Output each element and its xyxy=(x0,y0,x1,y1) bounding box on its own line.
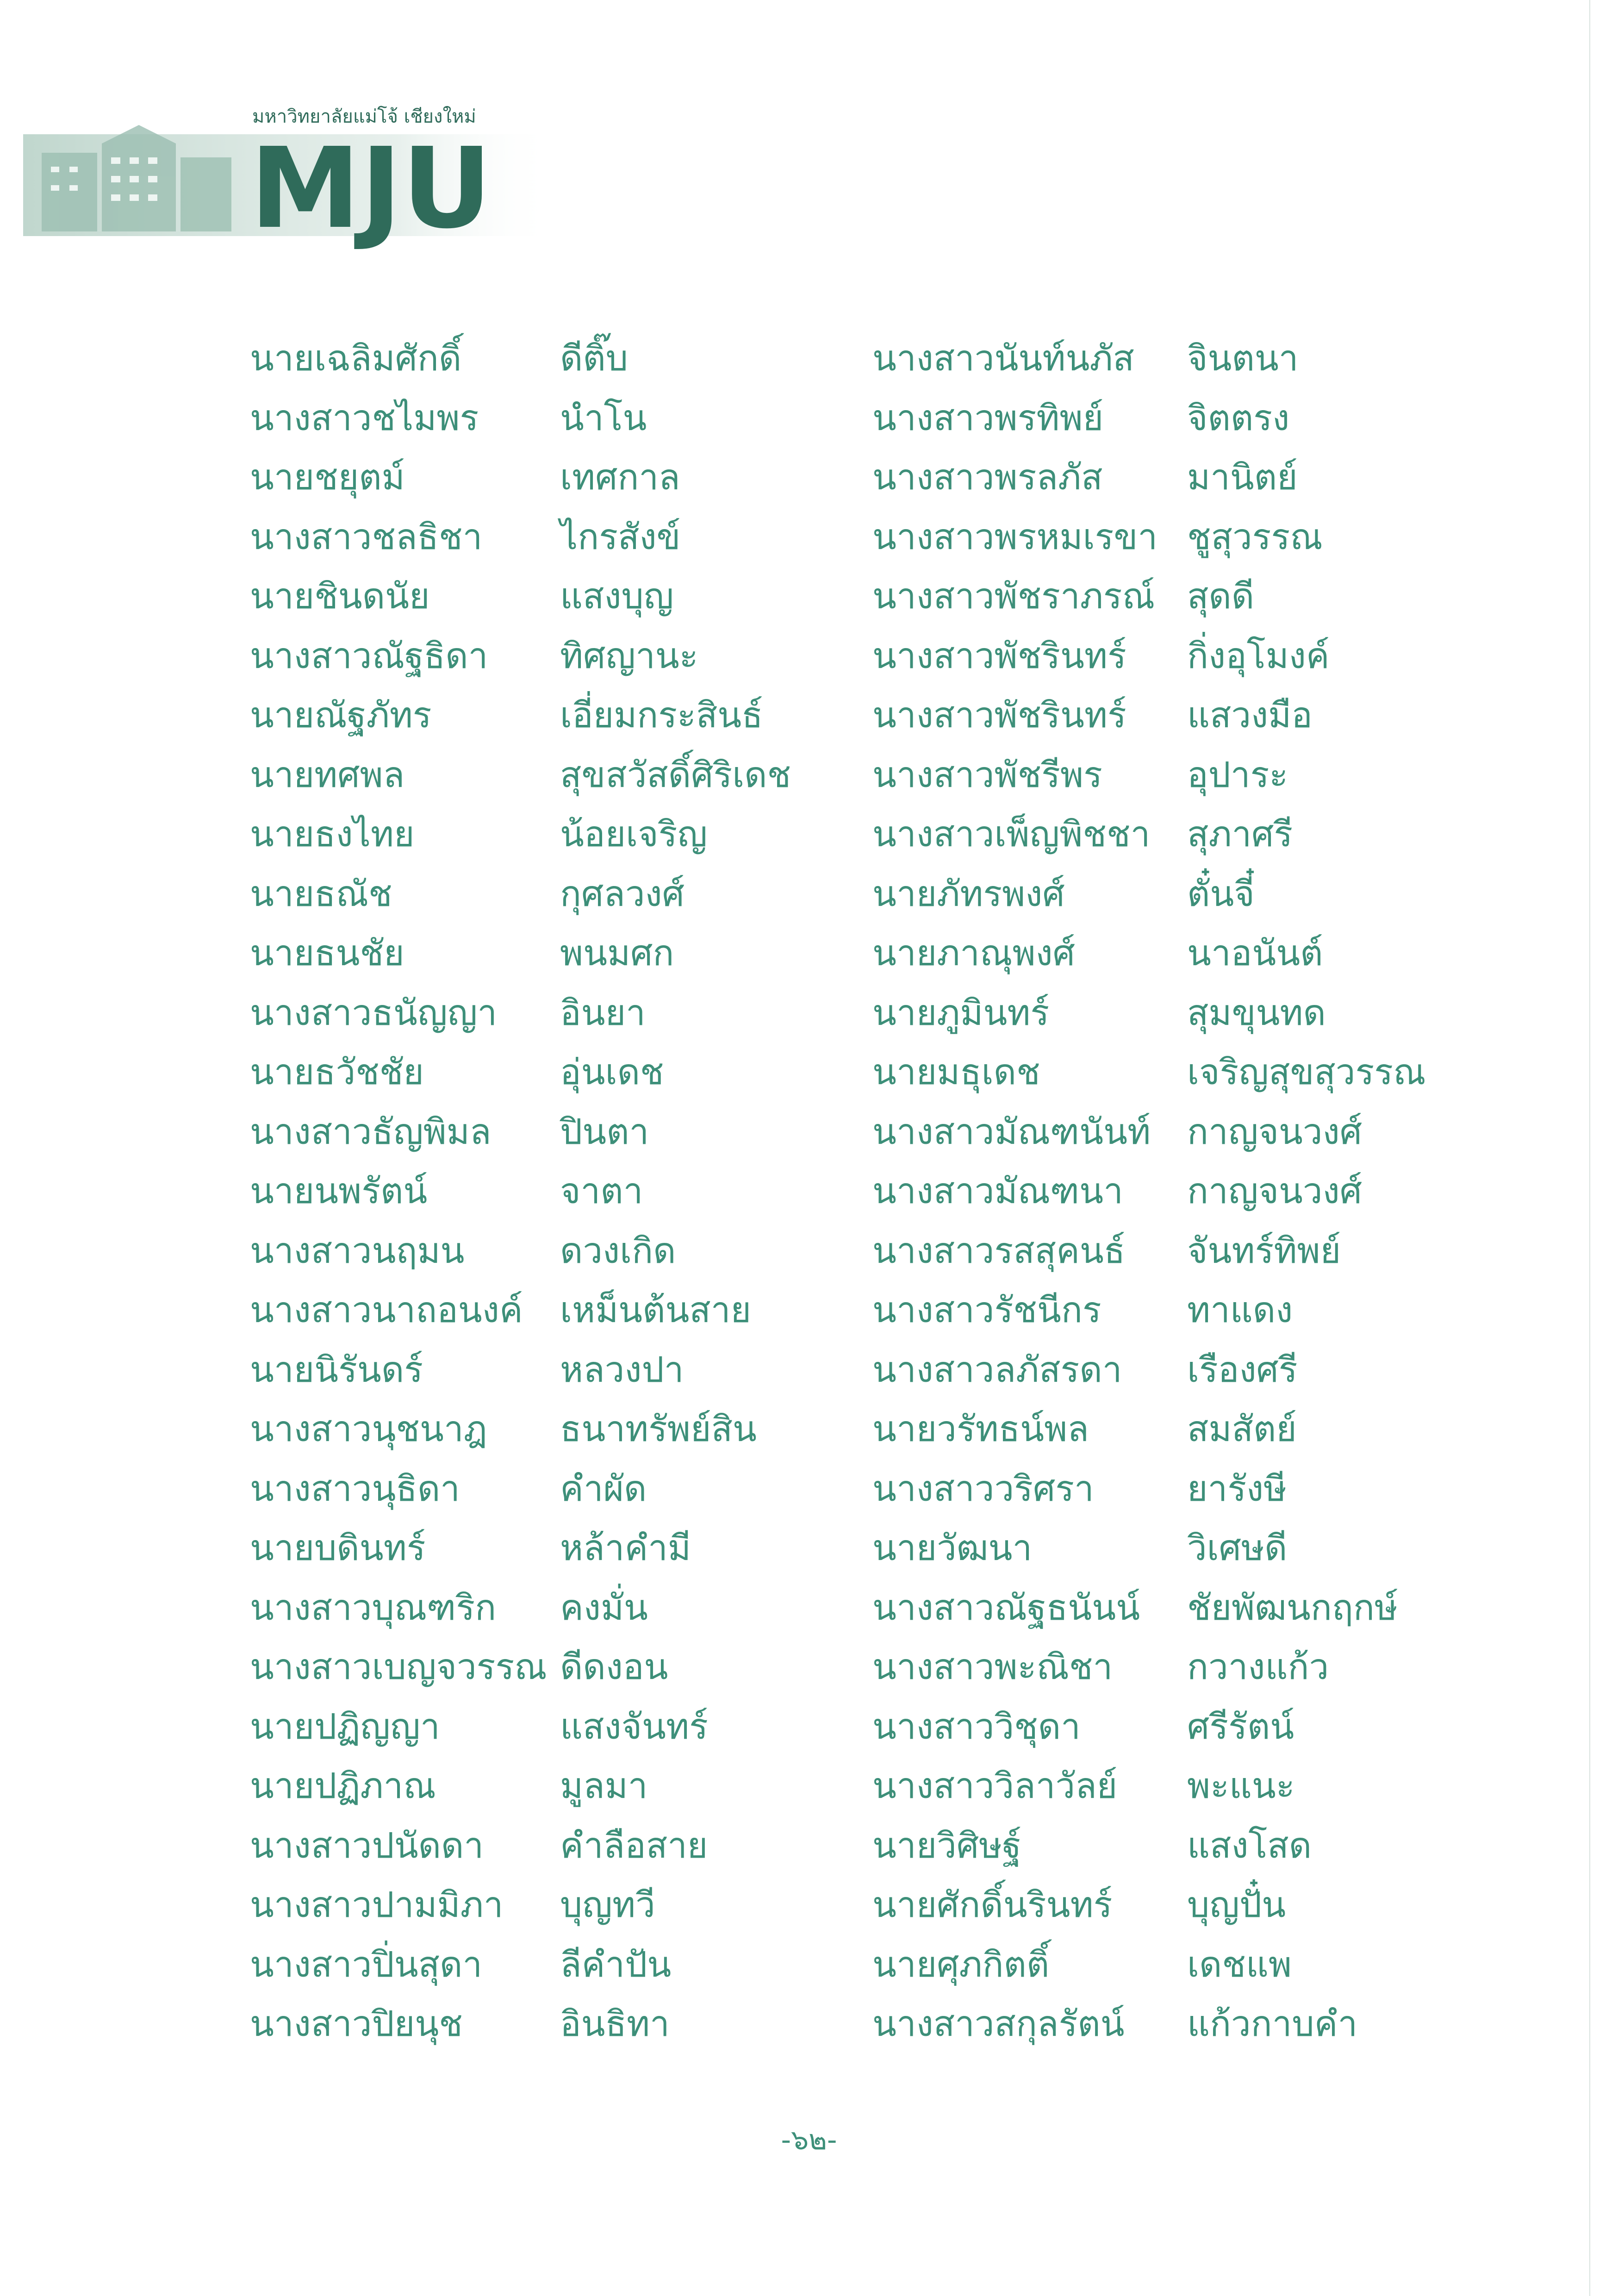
given-name: นายศุภกิตติ์ xyxy=(872,1943,1050,1985)
surname: กิ่งอุโมงค์ xyxy=(1187,635,1330,676)
roster-right-column xyxy=(872,329,1500,2054)
surname: พนมศก xyxy=(560,932,674,973)
roster-entry xyxy=(872,805,1500,864)
surname: ดีดงอน xyxy=(560,1646,668,1687)
roster-entry xyxy=(872,626,1500,686)
roster-entry xyxy=(872,686,1500,745)
surname: ศรีรัตน์ xyxy=(1187,1705,1294,1747)
surname: กาญจนวงศ์ xyxy=(1187,1170,1362,1211)
roster-entry xyxy=(872,864,1500,924)
given-name: นางสาวนันท์นภัส xyxy=(872,337,1134,379)
given-name: นายชินดนัย xyxy=(250,575,430,617)
surname: อุ่นเดช xyxy=(560,1051,664,1092)
surname: จินตนา xyxy=(1187,337,1299,379)
roster-entry xyxy=(872,1935,1500,1995)
given-name: นายวรัทธน์พล xyxy=(872,1408,1089,1449)
given-name: นางสาวลภัสรดา xyxy=(872,1348,1122,1390)
given-name: นางสาววิชุดา xyxy=(872,1705,1081,1747)
surname: คงมั่น xyxy=(560,1586,648,1628)
given-name: นางสาวพรหมเรขา xyxy=(872,516,1158,557)
roster-entry xyxy=(872,1578,1500,1638)
surname: สุมขุนทด xyxy=(1187,992,1326,1033)
surname: แสงจันทร์ xyxy=(560,1705,708,1747)
roster-entry xyxy=(250,567,865,626)
given-name: นางสาวปามมิภา xyxy=(250,1884,504,1925)
surname: เดชแพ xyxy=(1187,1943,1292,1985)
surname: แสงบุญ xyxy=(560,575,674,617)
surname: ลีคำปัน xyxy=(560,1943,672,1985)
surname: จันทร์ทิพย์ xyxy=(1187,1229,1341,1271)
roster-entry xyxy=(250,1221,865,1281)
roster-entry xyxy=(872,1875,1500,1935)
roster-entry xyxy=(872,923,1500,983)
roster-entry xyxy=(250,1578,865,1638)
surname: มานิตย์ xyxy=(1187,456,1298,498)
surname: สมสัตย์ xyxy=(1187,1408,1297,1449)
surname: คำลือสาย xyxy=(560,1824,708,1866)
surname: แสงโสด xyxy=(1187,1824,1312,1866)
given-name: นายวัฒนา xyxy=(872,1527,1033,1568)
roster-entry xyxy=(250,1280,865,1340)
given-name: นางสาวพัชรินทร์ xyxy=(872,694,1126,736)
surname: นำโน xyxy=(560,397,647,438)
roster-entry xyxy=(250,1340,865,1400)
surname: หลวงปา xyxy=(560,1348,684,1390)
surname: ชูสุวรรณ xyxy=(1187,516,1323,557)
roster-entry xyxy=(250,923,865,983)
roster-entry xyxy=(872,1518,1500,1578)
roster-entry xyxy=(250,1161,865,1221)
roster-entry xyxy=(250,1994,865,2054)
given-name: นางสาวนุธิดา xyxy=(250,1467,460,1509)
name-roster xyxy=(250,329,1500,2051)
roster-entry xyxy=(250,1102,865,1162)
surname: แก้วกาบคำ xyxy=(1187,2003,1358,2044)
roster-entry xyxy=(872,567,1500,626)
surname: กุศลวงศ์ xyxy=(560,873,685,914)
surname: เจริญสุขสุวรรณ xyxy=(1187,1051,1426,1092)
given-name: นายทศพล xyxy=(250,754,405,795)
roster-entry xyxy=(250,388,865,448)
given-name: นางสาวสกุลรัตน์ xyxy=(872,2003,1125,2044)
roster-entry xyxy=(250,626,865,686)
given-name: นางสาวนาถอนงค์ xyxy=(250,1289,523,1330)
roster-entry xyxy=(250,1042,865,1102)
surname: สุขสวัสดิ์ศิริเดช xyxy=(560,754,791,795)
surname: เรืองศรี xyxy=(1187,1348,1298,1390)
roster-entry xyxy=(250,686,865,745)
given-name: นายชยุตม์ xyxy=(250,456,405,498)
roster-entry xyxy=(872,329,1500,388)
given-name: นางสาวพรทิพย์ xyxy=(872,397,1104,438)
roster-entry xyxy=(250,1518,865,1578)
given-name: นางสาวมัณฑนา xyxy=(872,1170,1123,1211)
given-name: นายนิรันดร์ xyxy=(250,1348,423,1390)
given-name: นายภาณุพงศ์ xyxy=(872,932,1075,973)
roster-entry xyxy=(250,745,865,805)
surname: กวางแก้ว xyxy=(1187,1646,1329,1687)
given-name: นายภัทรพงศ์ xyxy=(872,873,1065,914)
roster-entry xyxy=(250,1756,865,1816)
surname: เอี่ยมกระสินธ์ xyxy=(560,694,763,736)
roster-entry xyxy=(250,1637,865,1697)
surname: จิตตรง xyxy=(1187,397,1290,438)
roster-entry xyxy=(250,1697,865,1757)
surname: อุปาระ xyxy=(1187,754,1288,795)
given-name: นางสาวรสสุคนธ์ xyxy=(872,1229,1126,1271)
surname: วิเศษดี xyxy=(1187,1527,1288,1568)
roster-entry xyxy=(872,983,1500,1043)
roster-entry xyxy=(250,864,865,924)
roster-entry xyxy=(250,983,865,1043)
given-name: นางสาวปิยนุช xyxy=(250,2003,463,2044)
given-name: นางสาวณัฐธิดา xyxy=(250,635,488,676)
roster-entry xyxy=(250,1935,865,1995)
roster-entry xyxy=(250,329,865,388)
surname: บุญปั๋น xyxy=(1187,1884,1286,1925)
surname: อินธิทา xyxy=(560,2003,670,2044)
roster-entry xyxy=(872,1697,1500,1757)
given-name: นางสาวพัชราภรณ์ xyxy=(872,575,1155,617)
surname: ทาแดง xyxy=(1187,1289,1293,1330)
given-name: นางสาวปิ่นสุดา xyxy=(250,1943,483,1985)
given-name: นางสาวพรลภัส xyxy=(872,456,1103,498)
given-name: นายวิศิษฐ์ xyxy=(872,1824,1022,1866)
roster-entry xyxy=(872,1161,1500,1221)
roster-entry xyxy=(872,448,1500,507)
given-name: นางสาวเบญจวรรณ xyxy=(250,1646,547,1687)
roster-entry xyxy=(872,1102,1500,1162)
given-name: นางสาวธนัญญา xyxy=(250,992,498,1033)
roster-entry xyxy=(250,1875,865,1935)
surname: ยารังษี xyxy=(1187,1467,1287,1509)
page-number: -๖๒- xyxy=(781,2124,837,2156)
roster-entry xyxy=(250,1399,865,1459)
roster-entry xyxy=(872,1637,1500,1697)
university-header-logo xyxy=(23,102,555,278)
given-name: นางสาวชไมพร xyxy=(250,397,479,438)
roster-entry xyxy=(872,1399,1500,1459)
surname: กาญจนวงศ์ xyxy=(1187,1111,1362,1152)
given-name: นางสาวนฤมน xyxy=(250,1229,465,1271)
given-name: นางสาววิลาวัลย์ xyxy=(872,1765,1118,1806)
surname: อินยา xyxy=(560,992,646,1033)
surname: ปินตา xyxy=(560,1111,649,1152)
surname: เหม็นต้นสาย xyxy=(560,1289,752,1330)
page-edge-line xyxy=(1589,0,1595,2296)
roster-entry xyxy=(872,1816,1500,1876)
surname: ชัยพัฒนกฤกษ์ xyxy=(1187,1586,1398,1628)
mju-logo-text: MJU xyxy=(250,124,492,253)
given-name: นายมธุเดช xyxy=(872,1051,1040,1092)
given-name: นางสาวพะณิชา xyxy=(872,1646,1113,1687)
roster-entry xyxy=(250,507,865,567)
given-name: นายณัฐภัทร xyxy=(250,694,432,736)
roster-entry xyxy=(250,805,865,864)
roster-entry xyxy=(250,1816,865,1876)
surname: หล้าคำมี xyxy=(560,1527,691,1568)
given-name: นางสาววริศรา xyxy=(872,1467,1094,1509)
given-name: นายบดินทร์ xyxy=(250,1527,426,1568)
surname: ธนาทรัพย์สิน xyxy=(560,1408,757,1449)
roster-entry xyxy=(872,1340,1500,1400)
surname: น้อยเจริญ xyxy=(560,813,708,855)
given-name: นายปฏิภาณ xyxy=(250,1765,436,1806)
roster-entry xyxy=(872,507,1500,567)
roster-entry xyxy=(872,1459,1500,1519)
university-name: มหาวิทยาลัยแม่โจ้ เชียงใหม่ xyxy=(252,106,476,127)
roster-entry xyxy=(250,1459,865,1519)
surname: พะแนะ xyxy=(1187,1765,1295,1806)
given-name: นางสาวชลธิชา xyxy=(250,516,483,557)
given-name: นางสาวเพ็ญพิชชา xyxy=(872,813,1151,855)
given-name: นางสาวปนัดดา xyxy=(250,1824,484,1866)
surname: แสวงมือ xyxy=(1187,694,1313,736)
given-name: นางสาวณัฐธนันน์ xyxy=(872,1586,1140,1628)
roster-entry xyxy=(250,448,865,507)
given-name: นายภูมินทร์ xyxy=(872,992,1050,1033)
roster-entry xyxy=(872,388,1500,448)
surname: มูลมา xyxy=(560,1765,648,1806)
given-name: นายเฉลิมศักดิ์ xyxy=(250,337,462,379)
surname: เทศกาล xyxy=(560,456,680,498)
surname: ทิศญานะ xyxy=(560,635,698,676)
surname: บุญทวี xyxy=(560,1884,655,1925)
surname: สุภาศรี xyxy=(1187,813,1293,855)
given-name: นางสาวนุชนาฎ xyxy=(250,1408,487,1449)
roster-entry xyxy=(872,1280,1500,1340)
surname: ดีติ๊บ xyxy=(560,337,628,379)
given-name: นางสาวธัญพิมล xyxy=(250,1111,492,1152)
surname: ไกรสังข์ xyxy=(560,516,681,557)
given-name: นายธณัช xyxy=(250,873,392,914)
surname: นาอนันต์ xyxy=(1187,932,1323,973)
given-name: นางสาวบุณฑริก xyxy=(250,1586,497,1628)
given-name: นายนพรัตน์ xyxy=(250,1170,428,1211)
roster-entry xyxy=(872,1994,1500,2054)
given-name: นางสาวพัชรินทร์ xyxy=(872,635,1126,676)
given-name: นายธนชัย xyxy=(250,932,404,973)
surname: คำผัด xyxy=(560,1467,647,1509)
roster-entry xyxy=(872,1221,1500,1281)
surname: ดวงเกิด xyxy=(560,1229,676,1271)
given-name: นางสาวรัชนีกร xyxy=(872,1289,1101,1330)
given-name: นายศักดิ์นรินทร์ xyxy=(872,1884,1113,1925)
given-name: นางสาวมัณฑนันท์ xyxy=(872,1111,1151,1152)
roster-entry xyxy=(872,1042,1500,1102)
roster-entry xyxy=(872,745,1500,805)
roster-entry xyxy=(872,1756,1500,1816)
surname: สุดดี xyxy=(1187,575,1255,617)
given-name: นายปฏิญญา xyxy=(250,1705,440,1747)
surname: จาตา xyxy=(560,1170,643,1211)
given-name: นายธวัชชัย xyxy=(250,1051,424,1092)
roster-left-column xyxy=(250,329,865,2054)
surname: ตั๋นจี๋ xyxy=(1187,873,1255,914)
given-name: นายธงไทย xyxy=(250,813,415,855)
given-name: นางสาวพัชรีพร xyxy=(872,754,1102,795)
